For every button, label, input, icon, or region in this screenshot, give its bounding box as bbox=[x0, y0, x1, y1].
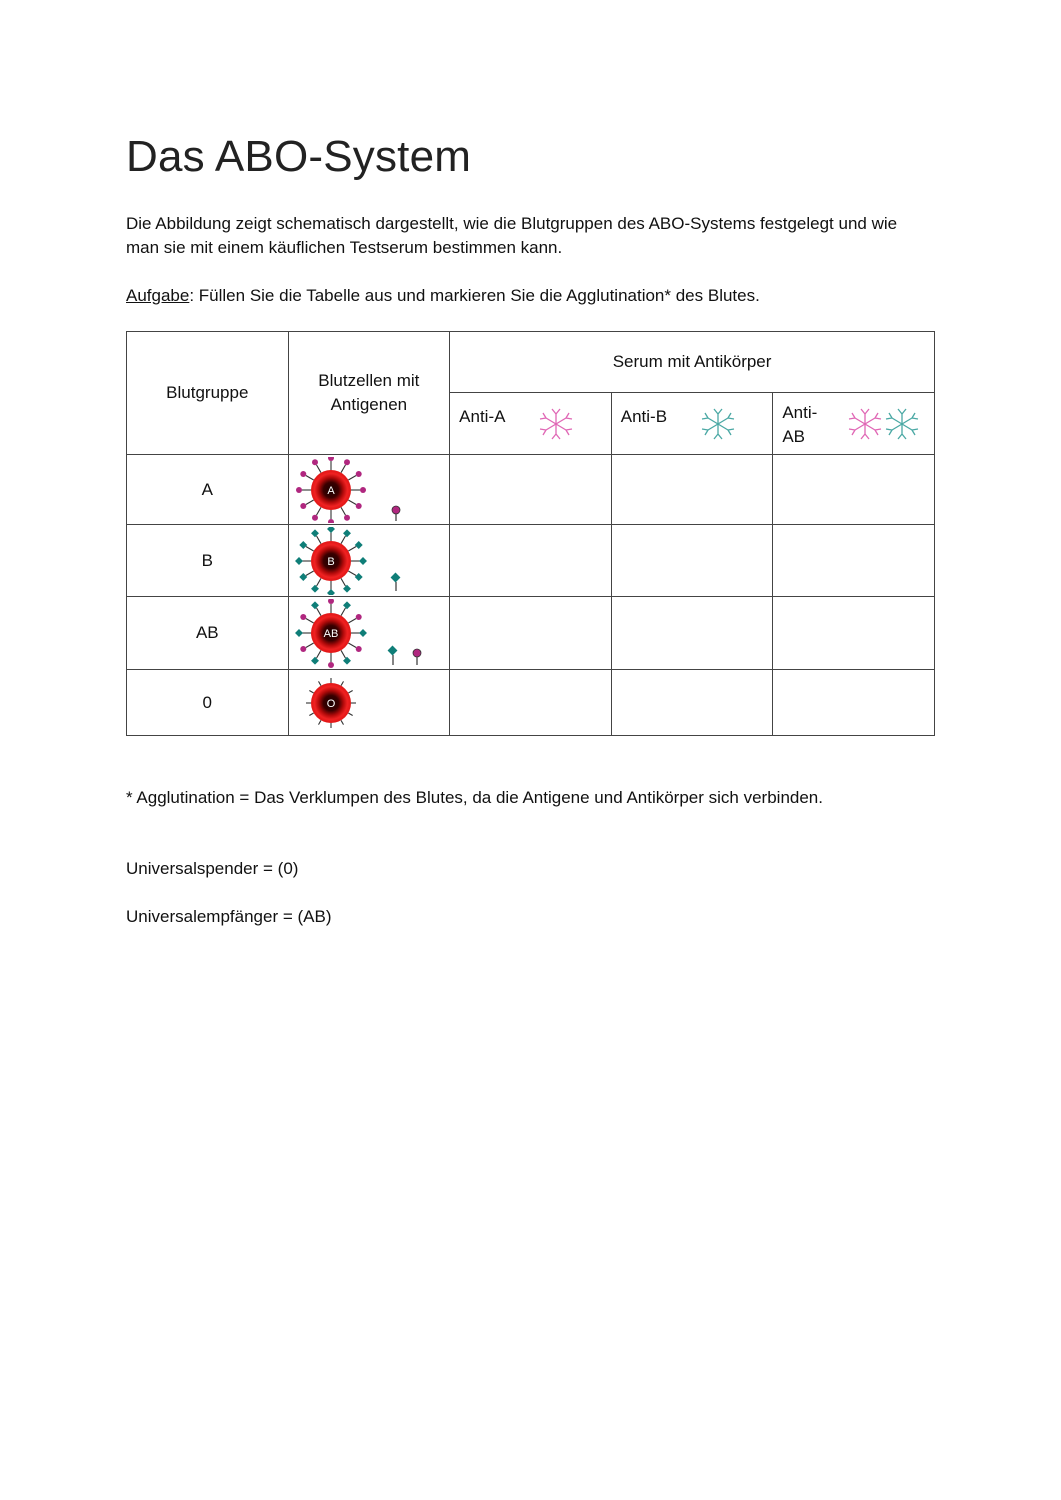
antigen-b-icon bbox=[327, 589, 335, 595]
antigen-b-icon bbox=[311, 657, 319, 665]
antigen-b-icon bbox=[343, 529, 351, 537]
antigen-a-icon bbox=[355, 646, 361, 652]
antigen-b-icon bbox=[343, 657, 351, 665]
cell-image-b bbox=[288, 525, 450, 597]
header-anti-ab: Anti- AB bbox=[773, 393, 935, 455]
antigen-b-icon bbox=[343, 585, 351, 593]
antigen-a-icon bbox=[300, 646, 306, 652]
answer-cell[interactable] bbox=[450, 670, 612, 736]
antigen-b-icon bbox=[311, 585, 319, 593]
blood-cell-ab-icon bbox=[293, 599, 443, 668]
answer-cell[interactable] bbox=[450, 597, 612, 670]
antibody-a-icon bbox=[536, 404, 576, 444]
answer-cell[interactable] bbox=[611, 525, 773, 597]
group-cell: 0 bbox=[127, 670, 289, 736]
answer-cell[interactable] bbox=[611, 670, 773, 736]
answer-cell[interactable] bbox=[611, 455, 773, 525]
antigen-b-icon bbox=[295, 557, 303, 565]
group-cell: B bbox=[127, 525, 289, 597]
antigen-a-icon bbox=[296, 487, 302, 493]
antigen-b-icon bbox=[359, 629, 367, 637]
antigen-b-icon bbox=[299, 541, 307, 549]
antibody-b-icon bbox=[698, 404, 738, 444]
header-blutzellen: Blutzellen mit Antigenen bbox=[288, 332, 450, 455]
antigen-a-icon bbox=[328, 599, 334, 604]
blood-cell-a-icon bbox=[293, 457, 443, 523]
task-text: : Füllen Sie die Tabelle aus und markieren Sie die Agglutination* des Blutes. bbox=[189, 286, 760, 305]
universal-donor: Universalspender = (0) bbox=[126, 859, 299, 878]
group-cell: AB bbox=[127, 597, 289, 670]
table-row bbox=[127, 670, 935, 736]
antigen-b-icon bbox=[354, 541, 362, 549]
cell-label: B bbox=[326, 556, 335, 568]
answer-cell[interactable] bbox=[773, 455, 935, 525]
antigen-b-icon bbox=[327, 527, 335, 533]
antigen-b-icon bbox=[299, 573, 307, 581]
table-row bbox=[127, 455, 935, 525]
antibody-ab-icon bbox=[845, 404, 925, 444]
task-label: Aufgabe bbox=[126, 286, 190, 305]
antigen-b-icon bbox=[295, 629, 303, 637]
group-cell: A bbox=[127, 455, 289, 525]
task-paragraph bbox=[126, 284, 760, 308]
table-row bbox=[127, 597, 935, 670]
antigen-b-icon bbox=[311, 601, 319, 609]
antigen-b-icon bbox=[343, 601, 351, 609]
antigen-a-icon bbox=[344, 515, 350, 521]
antigen-b-icon bbox=[359, 557, 367, 565]
answer-cell[interactable] bbox=[611, 597, 773, 670]
antigen-b-icon bbox=[311, 529, 319, 537]
answer-cell[interactable] bbox=[773, 597, 935, 670]
intro-paragraph: Die Abbildung zeigt schematisch dargestellt, wie die Blutgruppen des ABO-Systems festgelegt und wie man sie mit einem käuflichen Testserum bestimmen kann. bbox=[126, 214, 898, 257]
antigen-a-icon bbox=[300, 471, 306, 477]
blood-cell-0-icon bbox=[293, 672, 443, 734]
table-row bbox=[127, 525, 935, 597]
answer-cell[interactable] bbox=[450, 455, 612, 525]
cell-label: A bbox=[326, 485, 335, 497]
abo-table bbox=[126, 331, 935, 736]
antigen-a-icon bbox=[360, 487, 366, 493]
blood-cell-b-icon bbox=[293, 527, 443, 595]
answer-cell[interactable] bbox=[773, 670, 935, 736]
antigen-a-icon bbox=[355, 614, 361, 620]
antigen-a-icon bbox=[328, 662, 334, 668]
cell-image-0 bbox=[288, 670, 450, 736]
antigen-a-icon bbox=[328, 519, 334, 523]
antigen-a-icon bbox=[300, 503, 306, 509]
header-anti-b: Anti-B bbox=[611, 393, 773, 455]
antigen-a-icon bbox=[312, 459, 318, 465]
answer-cell[interactable] bbox=[773, 525, 935, 597]
antigen-a-icon bbox=[300, 614, 306, 620]
header-serum: Serum mit Antikörper bbox=[450, 332, 935, 393]
antigen-a-icon bbox=[312, 515, 318, 521]
cell-image-ab bbox=[288, 597, 450, 670]
antigen-a-icon bbox=[328, 457, 334, 461]
header-anti-a: Anti-A bbox=[450, 393, 612, 455]
universal-recipient: Universalempfänger = (AB) bbox=[126, 907, 332, 926]
antigen-a-icon bbox=[355, 503, 361, 509]
antigen-a-icon bbox=[355, 471, 361, 477]
answer-cell[interactable] bbox=[450, 525, 612, 597]
header-blutgruppe: Blutgruppe bbox=[127, 332, 289, 455]
cell-label: O bbox=[326, 698, 335, 710]
antigen-b-icon bbox=[354, 573, 362, 581]
antigen-a-icon bbox=[344, 459, 350, 465]
footnote: * Agglutination = Das Verklumpen des Blutes, da die Antigene und Antikörper sich verbinden. bbox=[126, 788, 823, 807]
cell-image-a bbox=[288, 455, 450, 525]
cell-label: AB bbox=[323, 628, 338, 640]
page-title: Das ABO-System bbox=[126, 132, 472, 181]
